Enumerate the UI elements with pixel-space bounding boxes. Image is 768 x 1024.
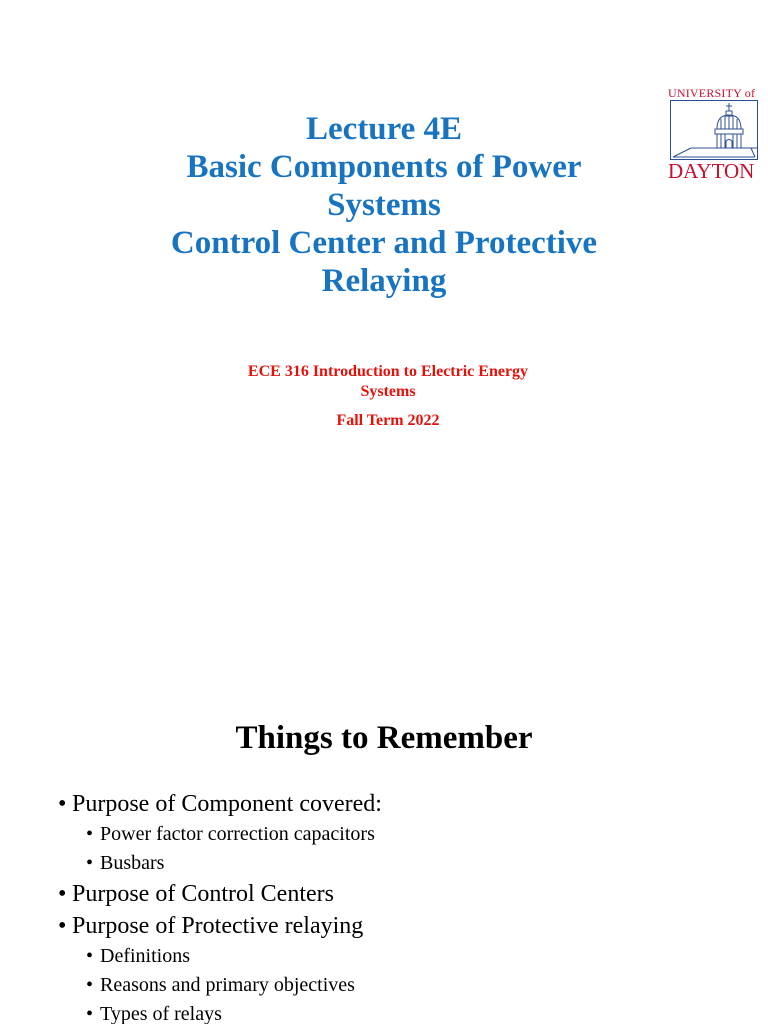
slide-title: Things to Remember: [235, 720, 533, 756]
bullet-icon: •: [58, 913, 67, 939]
title-line: Control Center and Protective: [170, 225, 598, 261]
term-label: Fall Term 2022: [336, 412, 440, 429]
bullet-item: • Purpose of Component covered:: [58, 791, 382, 817]
sub-bullet-item: • Reasons and primary objectives: [86, 974, 355, 996]
sub-bullet-item: • Busbars: [86, 852, 165, 874]
sub-bullet-item: • Types of relays: [86, 1003, 222, 1024]
course-info: [195, 362, 581, 431]
title-line: Relaying: [321, 263, 447, 299]
title-line: Systems: [327, 187, 441, 223]
bullet-icon: •: [86, 945, 94, 967]
bullet-icon: •: [86, 1003, 94, 1024]
bullet-icon: •: [58, 791, 67, 817]
bullet-item: • Purpose of Protective relaying: [58, 913, 364, 939]
bullet-icon: •: [58, 881, 67, 907]
title-line: Basic Components of Power: [186, 149, 582, 185]
bullet-icon: •: [86, 974, 94, 996]
bullet-list: [58, 790, 738, 1024]
sub-bullet-item: • Definitions: [86, 945, 190, 967]
university-logo: [666, 86, 762, 182]
logo-top-text: UNIVERSITY of: [668, 86, 756, 100]
course-name-line1: ECE 316 Introduction to Electric Energy: [247, 363, 529, 380]
sub-bullet-item: • Power factor correction capacitors: [86, 823, 375, 845]
lecture-title: [130, 110, 638, 300]
bullet-item: • Purpose of Control Centers: [58, 881, 334, 907]
bullet-icon: •: [86, 852, 94, 874]
logo-bottom-text: DAYTON: [668, 159, 755, 183]
title-line: Lecture 4E: [305, 111, 463, 147]
content-slide: [0, 690, 768, 1024]
course-name-line2: Systems: [360, 383, 416, 400]
bullet-icon: •: [86, 823, 94, 845]
chapel-dome-icon: [670, 100, 758, 160]
